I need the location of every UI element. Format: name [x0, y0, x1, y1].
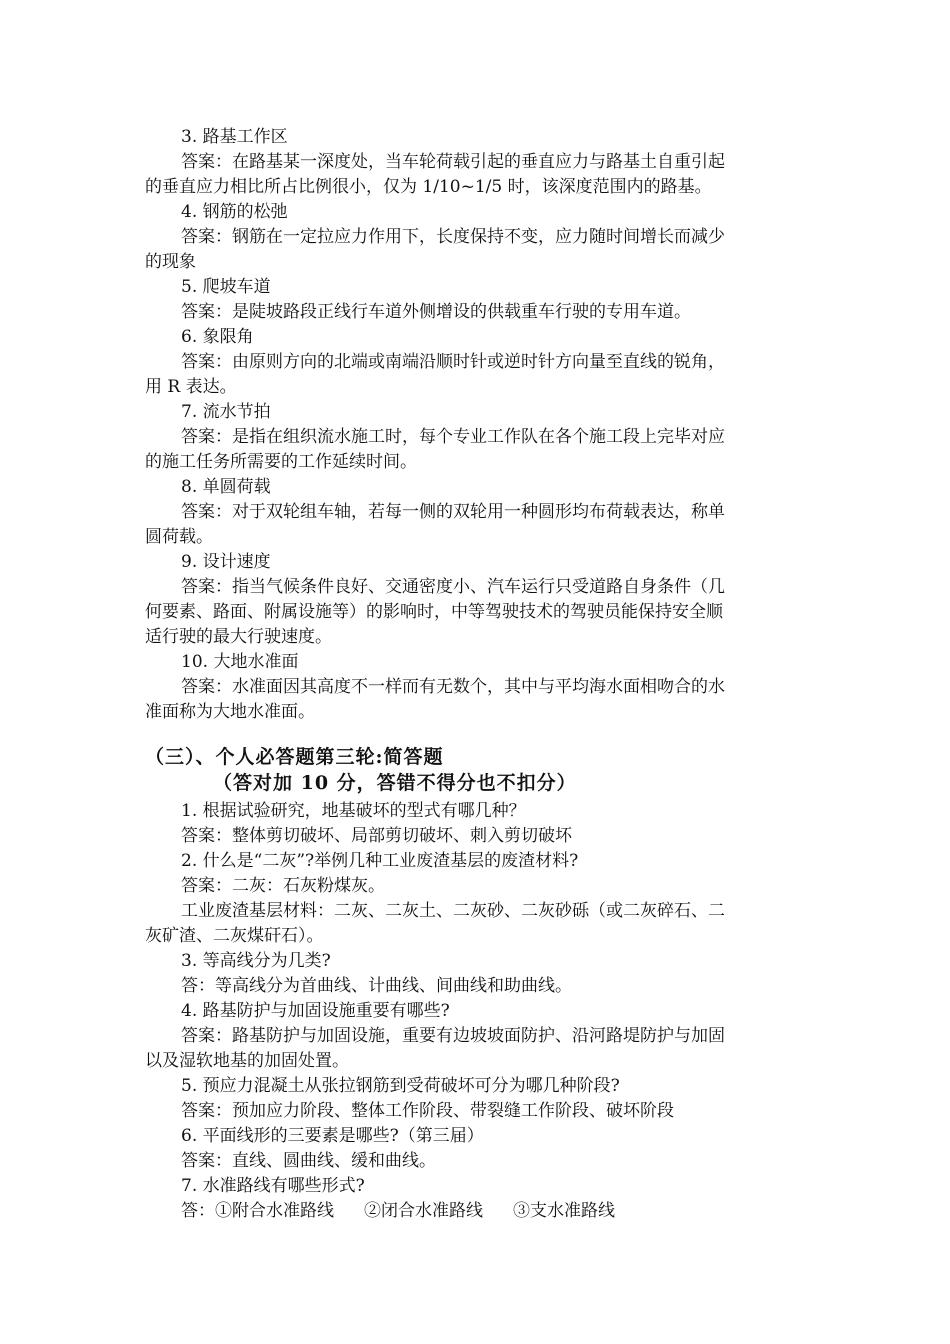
short-question: 5. 预应力混凝土从张拉钢筋到受荷破坏可分为哪几种阶段? [181, 1076, 620, 1096]
term-answer: 答案：是陡坡路段正线行车道外侧增设的供载重车行驶的专用车道。 [181, 302, 691, 322]
term-answer: 答案：由原则方向的北端或南端沿顺时针或逆时针方向量至直线的锐角， [181, 352, 725, 372]
short-question: 6. 平面线形的三要素是哪些?（第三届） [181, 1126, 484, 1146]
short-answer: 答案：整体剪切破坏、局部剪切破坏、刺入剪切破坏 [181, 826, 572, 846]
term-answer-cont: 准面称为大地水准面。 [145, 702, 315, 722]
short-question: 7. 水准路线有哪些形式? [181, 1176, 365, 1196]
term-question: 9. 设计速度 [181, 552, 271, 572]
term-answer-cont: 的垂直应力相比所占比例很小，仅为 1/10~1/5 时，该深度范围内的路基。 [145, 177, 712, 197]
term-answer: 答案：是指在组织流水施工时，每个专业工作队在各个施工段上完毕对应 [181, 427, 725, 447]
short-answer-options [0, 1199, 645, 1224]
term-question: 3. 路基工作区 [181, 127, 288, 147]
term-question: 6. 象限角 [181, 327, 254, 347]
short-answer-cont: 灰矿渣、二灰煤矸石）。 [145, 926, 324, 946]
short-answer-cont: 以及湿软地基的加固处置。 [145, 1051, 349, 1071]
term-answer-cont: 的现象 [145, 252, 196, 272]
term-question: 8. 单圆荷载 [181, 477, 271, 497]
term-question: 10. 大地水准面 [181, 652, 299, 672]
term-answer: 答案：钢筋在一定拉应力作用下，长度保持不变，应力随时间增长而减少 [181, 227, 725, 247]
short-question: 2. 什么是“二灰”?举例几种工业废渣基层的废渣材料? [181, 851, 579, 871]
section-subtitle: （答对加 10 分，答错不得分也不扣分） [213, 772, 577, 794]
term-question: 7. 流水节拍 [181, 402, 271, 422]
term-answer-cont: 的施工任务所需要的工作延续时间。 [145, 452, 417, 472]
term-answer-cont: 何要素、路面、附属设施等）的影响时，中等驾驶技术的驾驶员能保持安全顺 [145, 602, 723, 622]
term-answer: 答案：在路基某一深度处，当车轮荷载引起的垂直应力与路基土自重引起 [181, 152, 725, 172]
short-question: 3. 等高线分为几类? [181, 951, 331, 971]
answer-prefix: 答： [181, 1201, 215, 1221]
term-answer-cont: 圆荷载。 [145, 527, 213, 547]
short-answer-cont: 工业废渣基层材料：二灰、二灰土、二灰砂、二灰砂砾（或二灰碎石、二 [181, 901, 725, 921]
term-question: 4. 钢筋的松弛 [181, 202, 288, 222]
short-answer: 答案：二灰：石灰粉煤灰。 [181, 876, 385, 896]
term-answer: 答案：指当气候条件良好、交通密度小、汽车运行只受道路自身条件（几 [181, 577, 725, 597]
short-answer: 答案：直线、圆曲线、缓和曲线。 [181, 1151, 436, 1171]
term-answer: 答案：水准面因其高度不一样而有无数个，其中与平均海水面相吻合的水 [181, 677, 725, 697]
term-answer-cont: 用 R 表达。 [145, 377, 237, 397]
section-title: （三）、个人必答题第三轮:简答题 [145, 746, 444, 768]
option-3: ③支水准路线 [513, 1201, 615, 1221]
short-answer: 答案：预加应力阶段、整体工作阶段、带裂缝工作阶段、破坏阶段 [181, 1101, 674, 1121]
option-1: ①附合水准路线 [215, 1201, 334, 1221]
term-answer-cont: 适行驶的最大行驶速度。 [145, 627, 332, 647]
term-answer: 答案：对于双轮组车轴，若每一侧的双轮用一种圆形均布荷载表达，称单 [181, 502, 725, 522]
term-question: 5. 爬坡车道 [181, 277, 271, 297]
short-answer: 答案：路基防护与加固设施，重要有边坡坡面防护、沿河路堤防护与加固 [181, 1026, 725, 1046]
short-question: 1. 根据试验研究，地基破坏的型式有哪几种？ [181, 801, 526, 821]
short-answer: 答：等高线分为首曲线、计曲线、间曲线和助曲线。 [181, 976, 572, 996]
option-2: ②闭合水准路线 [364, 1201, 483, 1221]
short-question: 4. 路基防护与加固设施重要有哪些? [181, 1001, 450, 1021]
